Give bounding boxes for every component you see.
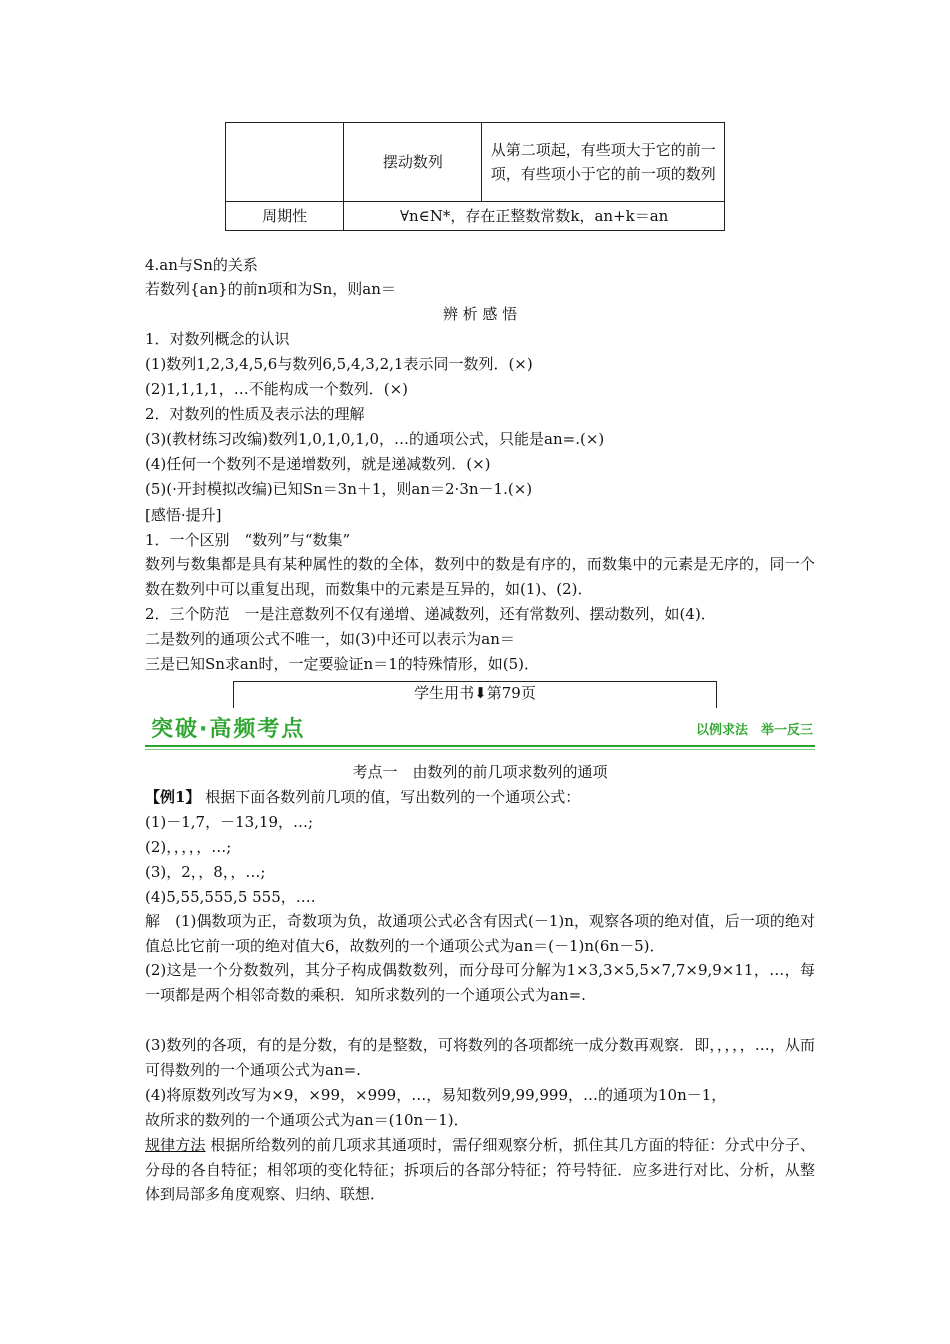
subheading: 1．一个区别 “数列”与“数集” bbox=[145, 531, 351, 549]
example-label: 【例1】 bbox=[145, 788, 201, 806]
sequence-property-table bbox=[225, 122, 725, 231]
solution-line: 故所求的数列的一个通项公式为an＝(10n－1)． bbox=[145, 1111, 469, 1129]
list-item: (5)(·开封模拟改编)已知Sn＝3n＋1，则an＝2·3n－1.(×) bbox=[145, 480, 533, 498]
table-cell: ∀n∈N*，存在正整数常数k，an+k＝an bbox=[344, 202, 725, 231]
table-cell: 周期性 bbox=[226, 202, 344, 231]
banner-subtitle: 以例求法 举一反三 bbox=[695, 723, 813, 738]
table-row bbox=[226, 202, 725, 231]
question-item: (3)，2，，8，，…; bbox=[145, 863, 266, 881]
table-cell: 从第二项起，有些项大于它的前一项，有些项小于它的前一项的数列 bbox=[482, 123, 725, 202]
list-item: (1)数列1,2,3,4,5,6与数列6,5,4,3,2,1表示同一数列．(×) bbox=[145, 355, 533, 373]
solution-line: (4)将原数列改写为×9，×99，×999，…，易知数列9,99,999，…的通项为10n－1， bbox=[145, 1086, 727, 1104]
method-text: 根据所给数列的前几项求其通项时，需仔细观察分析，抓住其几方面的特征：分式中分子、分母的各自特征；相邻项的变化特征；拆项后的各部分特征；符号特征．应多进行对比、分析，从整体到局部多角度观察、归纳、联想． bbox=[145, 1136, 815, 1203]
question-item: (2)，，，，，…; bbox=[145, 838, 232, 856]
banner-rule bbox=[145, 745, 815, 747]
solution-paragraph: (2)这是一个分数数列，其分子构成偶数数列，而分母可分解为1×3,3×5,5×7,7×9,9×11，…，每一项都是两个相邻奇数的乘积．知所求数列的一个通项公式为an=. bbox=[145, 961, 815, 1004]
text-line: 若数列{an}的前n项和为Sn，则an＝ bbox=[145, 280, 396, 298]
text-line: 二是数列的通项公式不唯一，如(3)中还可以表示为an＝ bbox=[145, 630, 515, 648]
example-prompt: 根据下面各数列前几项的值，写出数列的一个通项公式： bbox=[205, 788, 581, 806]
banner-rule bbox=[145, 749, 815, 750]
section-banner bbox=[145, 715, 815, 749]
section-heading: 4.an与Sn的关系 bbox=[145, 256, 258, 274]
book-reference-box bbox=[233, 681, 717, 708]
book-reference: 学生用书⬇第79页 bbox=[414, 684, 536, 702]
text-line: 2．三个防范 一是注意数列不仅有递增、递减数列，还有常数列、摆动数列，如(4)． bbox=[145, 605, 716, 623]
list-item: (2)1,1,1,1，…不能构成一个数列．(×) bbox=[145, 380, 408, 398]
subheading: [感悟·提升] bbox=[145, 506, 222, 524]
solution-paragraph: 解 (1)偶数项为正，奇数项为负，故通项公式必含有因式(－1)n，观察各项的绝对值，后一项的绝对值总比它前一项的绝对值大6，故数列的一个通项公式为an＝(－1)n(6n－5)． bbox=[145, 912, 815, 955]
list-item: (3)(教材练习改编)数列1,0,1,0,1,0，…的通项公式，只能是an=.(×) bbox=[145, 430, 605, 448]
question-item: (4)5,55,555,5 555，…. bbox=[145, 888, 316, 906]
text-line: 三是已知Sn求an时，一定要验证n＝1的特殊情形，如(5)． bbox=[145, 655, 539, 673]
table-cell-empty bbox=[226, 123, 344, 202]
section-title: 辨 析 感 悟 bbox=[442, 305, 518, 323]
subheading: 1．对数列概念的认识 bbox=[145, 330, 290, 348]
table-cell: 摆动数列 bbox=[344, 123, 482, 202]
subheading: 2．对数列的性质及表示法的理解 bbox=[145, 405, 365, 423]
solution-paragraph: (3)数列的各项，有的是分数，有的是整数，可将数列的各项都统一成分数再观察．即，，，，，…，从而可得数列的一个通项公式为an=. bbox=[145, 1036, 815, 1079]
topic-title: 考点一 由数列的前几项求数列的通项 bbox=[352, 763, 608, 781]
example-heading bbox=[145, 785, 580, 809]
paragraph: 数列与数集都是具有某种属性的数的全体，数列中的数是有序的，而数集中的元素是无序的，同一个数在数列中可以重复出现，而数集中的元素是互异的，如(1)、(2)． bbox=[145, 555, 815, 598]
question-item: (1)－1,7，－13,19，…; bbox=[145, 813, 314, 831]
table-row bbox=[226, 123, 725, 202]
banner-title: 突破·高频考点 bbox=[151, 717, 306, 742]
method-paragraph bbox=[145, 1133, 815, 1207]
method-label: 规律方法 bbox=[145, 1136, 206, 1154]
list-item: (4)任何一个数列不是递增数列，就是递减数列．(×) bbox=[145, 455, 491, 473]
